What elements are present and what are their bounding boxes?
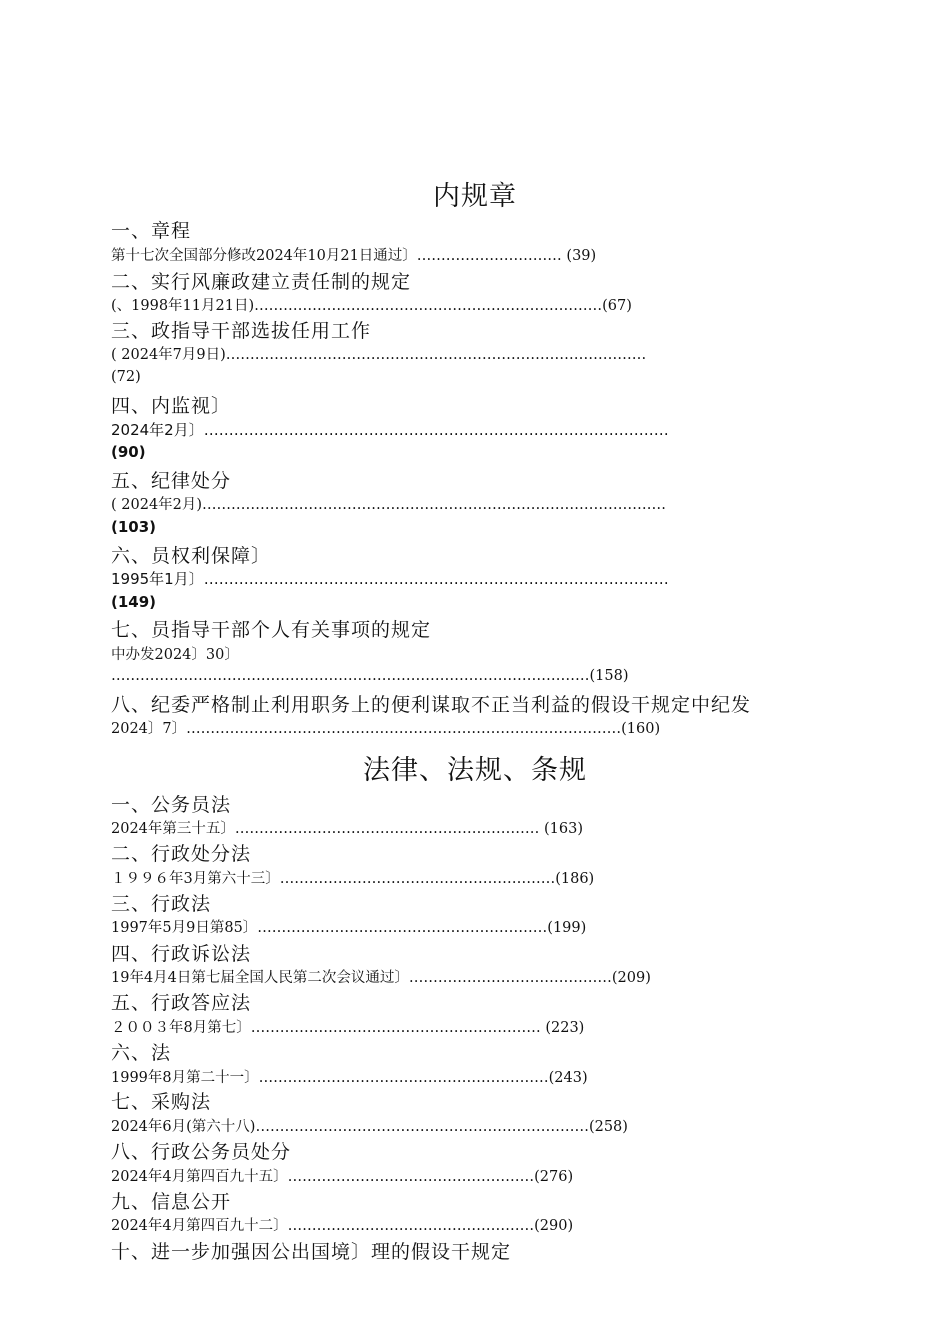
toc-item-detail: 2024〕7〕………………………………………………………………………………(160): [111, 721, 661, 737]
toc-item-detail: 19年4月4日第七届全国人民第二次会议通过〕……………………………………(209): [111, 970, 651, 986]
toc-item-title: 五、纪律处分: [111, 470, 232, 492]
toc-item-detail: 1997年5月9日第85〕……………………………………………………(199): [111, 920, 587, 936]
toc-item-detail: 2024年4月第四百九十二〕……………………………………………(290): [111, 1218, 574, 1234]
toc-item-title: 二、行政处分法: [111, 843, 252, 865]
toc-item-page: (149): [111, 593, 157, 611]
section-heading-internal-rules: 内规章: [433, 181, 517, 212]
toc-item-title: 四、行政诉讼法: [111, 943, 252, 965]
toc-item-detail: １９９６年3月第六十三〕…………………………………………………(186): [111, 871, 595, 887]
toc-item-title: 四、内监视〕: [111, 395, 232, 417]
toc-item-detail: 1995年1月〕…………………………………………………………………………………: [111, 570, 669, 588]
toc-item-title: 九、信息公开: [111, 1191, 232, 1213]
toc-item-detail: (、1998年11月21日)………………………………………………………………(67): [111, 298, 632, 314]
toc-item-title: 七、员指导干部个人有关事项的规定: [111, 619, 432, 641]
toc-item-detail: 中办发2024〕30〕: [111, 647, 239, 663]
toc-item-title: 六、员权利保障〕: [111, 545, 272, 567]
toc-item-title: 一、章程: [111, 220, 192, 242]
toc-item-page: ………………………………………………………………………………………(158): [111, 668, 629, 684]
toc-item-detail: ( 2024年2月)……………………………………………………………………………………: [111, 497, 667, 513]
toc-item-title: 三、行政法: [111, 893, 212, 915]
toc-item-page: (90): [111, 443, 146, 461]
section-heading-laws: 法律、法规、条规: [363, 755, 587, 786]
toc-item-detail: 1999年8月第二十一〕……………………………………………………(243): [111, 1070, 588, 1086]
toc-item-detail: 2024年2月〕…………………………………………………………………………………: [111, 421, 669, 439]
toc-item-title: 二、实行风廉政建立责任制的规定: [111, 271, 412, 293]
toc-item-page: (103): [111, 518, 157, 536]
toc-item-title: 八、行政公务员处分: [111, 1141, 292, 1163]
toc-item-title: 五、行政答应法: [111, 992, 252, 1014]
toc-item-title: 七、采购法: [111, 1091, 212, 1113]
toc-item-title: 八、纪委严格制止利用职务上的便利谋取不正当利益的假设干规定中纪发: [111, 694, 752, 716]
toc-item-detail: 2024年4月第四百九十五〕……………………………………………(276): [111, 1169, 574, 1185]
toc-item-detail: ( 2024年7月9日)……………………………………………………………………………: [111, 347, 647, 363]
toc-item-page: (72): [111, 369, 141, 385]
toc-item-detail: 2024年6月(第六十八)……………………………………………………………(258): [111, 1119, 628, 1135]
toc-item-title: 六、法: [111, 1042, 172, 1064]
toc-item-detail: ２００３年8月第七〕…………………………………………………… (223): [111, 1020, 585, 1036]
toc-item-title: 一、公务员法: [111, 794, 232, 816]
toc-item-title: 三、政指导干部选拔任用工作: [111, 320, 372, 342]
toc-item-title: 十、进一步加强因公出国境〕理的假设干规定: [111, 1241, 512, 1263]
toc-item-detail: 第十七次全国部分修改2024年10月21日通过〕………………………… (39): [111, 248, 597, 264]
toc-item-detail: 2024年第三十五〕……………………………………………………… (163): [111, 821, 583, 837]
